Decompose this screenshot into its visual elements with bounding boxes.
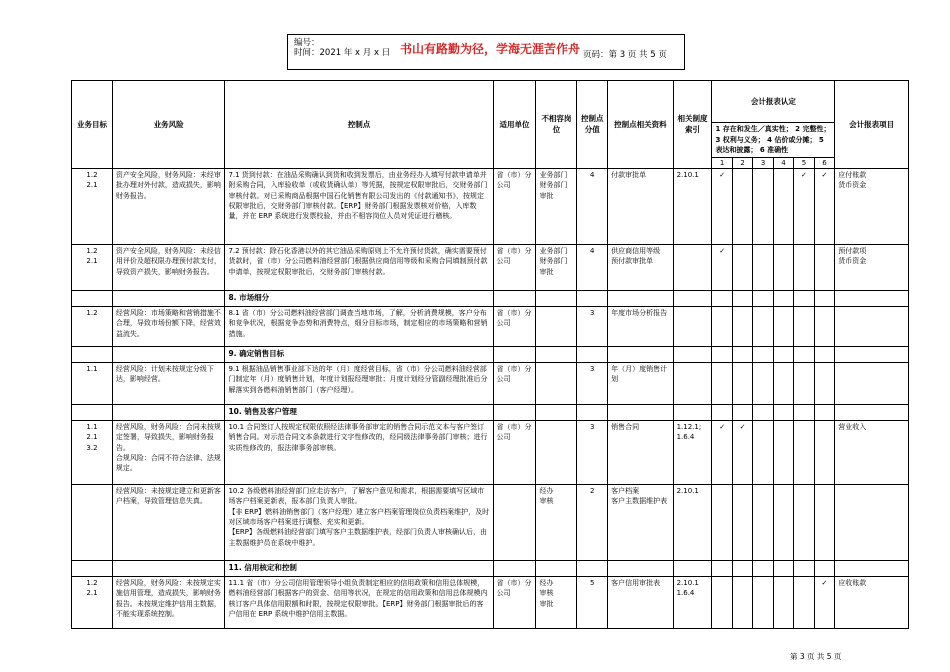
- check-mark: ✓: [814, 168, 835, 244]
- cell-sysref: [673, 306, 712, 346]
- cell-docs: 付款审批单: [608, 168, 673, 244]
- check-mark: ✓: [794, 168, 814, 244]
- check-mark: [814, 420, 835, 484]
- check-mark: [753, 420, 773, 484]
- col-score: 控制点分值: [577, 81, 608, 169]
- doc-time-label: 时间：2021 年 x 月 x 日: [294, 48, 391, 58]
- col-n1: 1: [712, 157, 732, 168]
- control-matrix-table: [71, 80, 909, 629]
- page-footer: 第 3 页 共 5 页: [790, 652, 842, 661]
- cell-control: 10.1 合同签订人按规定权限依照经法律事务部审定的销售合同示范文本与客户签订销售合同。对示范合同文本条款进行文字性修改的，经同级法律事务部门审核；进行实质性修改的，报法律事务部审核。: [225, 420, 493, 484]
- check-mark: [814, 244, 835, 290]
- cell-unit: [493, 484, 536, 560]
- cell-sysref: 2.10.1: [673, 168, 712, 244]
- col-goal: 业务目标: [72, 81, 113, 169]
- cell-goal: 1.2 2.1: [72, 244, 113, 290]
- col-sysref: 相关制度索引: [673, 81, 712, 169]
- cell-risk: 资产安全风险，财务风险：未经审批办理对外付款，造成损失，影响财务报告。: [112, 168, 225, 244]
- cell-incompat: [536, 306, 577, 346]
- cell-incompat: 业务部门 财务部门 审批: [536, 168, 577, 244]
- cell-risk: 经营风险：市场策略和营销措施不合理，导致市场份额下降，经营效益流失。: [112, 306, 225, 346]
- cell-items: [835, 362, 909, 404]
- col-n3: 3: [753, 157, 773, 168]
- cell-control: 8.1 省（市）分公司燃料油经营部门调查当地市场，了解，分析消费规模，客户分布和竞争状况，根据竞争态势和消费特点，细分目标市场，制定相应的市场策略和营销措施。: [225, 306, 493, 346]
- cell-risk: 经营风险：计划未按规定分级下达，影响经营。: [112, 362, 225, 404]
- cell-items: 营业收入: [835, 420, 909, 484]
- cell-risk: 经营风险，财务风险：未按规定实施信用管理，造成损失，影响财务报告。未按规定维护信用主数据，不能实现系统控制。: [112, 576, 225, 628]
- cell-items: [835, 484, 909, 560]
- cell-goal: 1.2 2.1: [72, 576, 113, 628]
- cell-sysref: [673, 362, 712, 404]
- cell-incompat: [536, 420, 577, 484]
- cell-control: 7.1 货到付款：在油品采购确认到货和收到发票后，由业务经办人填写付款申请单并附采购合同，入库验收单（或收货确认单）等凭据，按规定权限审批后，交财务部门审核付款。对已采购商品根据中国石化销售有限公司发出的《付款通知书》，按规定权限审批后，交财务部门审核付款。【ERP】财务部门根据发票核对价格，入库数量，并在 ERP 系统进行发票校验，并由不相容岗位人员对凭证进行稽核。: [225, 168, 493, 244]
- cell-sysref: 2.10.1: [673, 484, 712, 560]
- table-row: [72, 244, 909, 290]
- cell-docs: 客户信用审批表: [608, 576, 673, 628]
- check-mark: [794, 576, 814, 628]
- col-unit: 适用单位: [493, 81, 536, 169]
- cell-goal: 1.2: [72, 306, 113, 346]
- cell-score: 3: [577, 306, 608, 346]
- col-control: 控制点: [225, 81, 493, 169]
- cell-sysref: [673, 244, 712, 290]
- page-header-box: [287, 34, 685, 70]
- cell-risk: 经营风险：未按规定建立和更新客户档案，导致管理信息失真。: [112, 484, 225, 560]
- cell-unit: 省（市）分公司: [493, 420, 536, 484]
- col-n4: 4: [773, 157, 793, 168]
- col-items: 会计报表项目: [835, 81, 909, 169]
- header-motto: 书山有路勤为径，学海无涯苦作舟: [400, 42, 581, 56]
- check-mark: [773, 244, 793, 290]
- cell-goal: 1.2 2.1: [72, 168, 113, 244]
- cell-score: 5: [577, 576, 608, 628]
- check-mark: ✓: [712, 244, 732, 290]
- cell-items: 预付款项 货币资金: [835, 244, 909, 290]
- cell-sysref: 2.10.1 1.6.4: [673, 576, 712, 628]
- check-mark: ✓: [712, 420, 732, 484]
- col-n2: 2: [732, 157, 752, 168]
- cell-control: 10.2 各级燃料油经营部门应走访客户，了解客户意见和需求，根据需要填写区域市场客户档案更新表，报本部门负责人审批。 【非 ERP】燃料油销售部门（客户经理）建立客户档案管理岗位负责档案维护，及时对区域市场客户档案进行调整、充实和更新。 【ERP】各级燃料油经营部门填写客户主数据维护表，经部门负责人审核确认后，由主数据维护员在系统中维护。: [225, 484, 493, 560]
- section-row: [72, 290, 909, 306]
- cell-unit: 省（市）分公司: [493, 168, 536, 244]
- check-mark: [794, 244, 814, 290]
- col-n5: 5: [794, 157, 814, 168]
- check-mark: [773, 420, 793, 484]
- cell-items: [835, 306, 909, 346]
- section-title: 11. 信用核定和控制: [225, 560, 493, 576]
- cell-docs: 供应商信用等级 预付款审批单: [608, 244, 673, 290]
- cell-goal: [72, 484, 113, 560]
- header-page-info: 页码：第 3 页 共 5 页: [583, 50, 667, 60]
- check-mark: [773, 168, 793, 244]
- cell-incompat: 经办 审核: [536, 484, 577, 560]
- table-header-row: [72, 81, 909, 123]
- cell-control: 9.1 根据油品销售事业部下达的年（月）度经营目标，省（市）分公司燃料油经营部门制定年（月）度销售计划，年度计划报经理审批；月度计划经分管副经理批准后分解落实到各燃料油销售部门（客户经理）。: [225, 362, 493, 404]
- check-mark: [773, 576, 793, 628]
- cell-goal: 1.1: [72, 362, 113, 404]
- table-row: [72, 362, 909, 404]
- section-row: [72, 346, 909, 362]
- check-mark: ✓: [732, 420, 752, 484]
- check-mark: [732, 244, 752, 290]
- cell-docs: 客户档案 客户主数据维护表: [608, 484, 673, 560]
- check-mark: [732, 168, 752, 244]
- col-risk: 业务风险: [112, 81, 225, 169]
- cell-docs: 销售合同: [608, 420, 673, 484]
- table-row: [72, 484, 909, 560]
- table-row: [72, 576, 909, 628]
- cell-score: 3: [577, 362, 608, 404]
- table-row: [72, 168, 909, 244]
- section-title: 8. 市场细分: [225, 290, 493, 306]
- col-acct-title: 会计报表认定: [712, 81, 835, 123]
- col-incompat: 不相容岗位: [536, 81, 577, 169]
- section-title: 10. 销售及客户管理: [225, 404, 493, 420]
- cell-unit: 省（市）分公司: [493, 306, 536, 346]
- check-mark: [753, 576, 773, 628]
- check-mark: ✓: [712, 168, 732, 244]
- section-row: [72, 404, 909, 420]
- cell-score: 3: [577, 420, 608, 484]
- cell-incompat: [536, 362, 577, 404]
- section-row: [72, 560, 909, 576]
- check-mark: ✓: [814, 576, 835, 628]
- table-row: [72, 306, 909, 346]
- cell-unit: 省（市）分公司: [493, 576, 536, 628]
- cell-docs: 年度市场分析报告: [608, 306, 673, 346]
- cell-goal: 1.1 2.1 3.2: [72, 420, 113, 484]
- cell-unit: 省（市）分公司: [493, 244, 536, 290]
- cell-incompat: 业务部门 财务部门 审批: [536, 244, 577, 290]
- cell-score: 2: [577, 484, 608, 560]
- cell-unit: 省（市）分公司: [493, 362, 536, 404]
- check-mark: [712, 576, 732, 628]
- check-mark: [753, 244, 773, 290]
- cell-risk: 经营风险，财务风险：合同未按规定签署，导致损失，影响财务报告。 合规风险：合同不符合法律、法规规定。: [112, 420, 225, 484]
- cell-docs: 年（月）度销售计划: [608, 362, 673, 404]
- cell-score: 4: [577, 244, 608, 290]
- col-acct-desc: 1 存在和发生／真实性； 2 完整性； 3 权利与义务； 4 估价或分摊； 5 表达和披露； 6 准确性: [712, 123, 835, 158]
- col-docs: 控制点相关资料: [608, 81, 673, 169]
- table-row: [72, 420, 909, 484]
- section-title: 9. 确定销售目标: [225, 346, 493, 362]
- cell-score: 4: [577, 168, 608, 244]
- col-n6: 6: [814, 157, 835, 168]
- cell-incompat: 经办 审核 审批: [536, 576, 577, 628]
- check-mark: [753, 168, 773, 244]
- cell-control: 7.2 预付款：除石化香港以外的其它油品采购原则上不允许预付货款，确实需要预付货款时，省（市）分公司燃料油经营部门根据供应商信用等级和采购合同填制预付款申请单，按规定权限审批后，交财务部门审核付款。: [225, 244, 493, 290]
- cell-sysref: 1.12.1; 1.6.4: [673, 420, 712, 484]
- check-mark: [794, 420, 814, 484]
- cell-items: 应付账款 货币资金: [835, 168, 909, 244]
- check-mark: [732, 576, 752, 628]
- cell-control: 11.1 省（市）分公司信用管理领导小组负责制定相应的信用政策和信用总体规模，燃料油经营部门根据客户的资金、信用等状况，在规定的信用政策和信用总体规模内核订客户具体信用限额和时限，按规定权限审批。【ERP】财务部门根据审批后的客户信用在 ERP 系统中维护信用主数据。: [225, 576, 493, 628]
- cell-risk: 资产安全风险，财务风险：未经信用评价及超权限办理预付款支付，导致资产损失，影响财务报告。: [112, 244, 225, 290]
- cell-items: 应收账款: [835, 576, 909, 628]
- doc-code-label: 编号：: [294, 38, 320, 48]
